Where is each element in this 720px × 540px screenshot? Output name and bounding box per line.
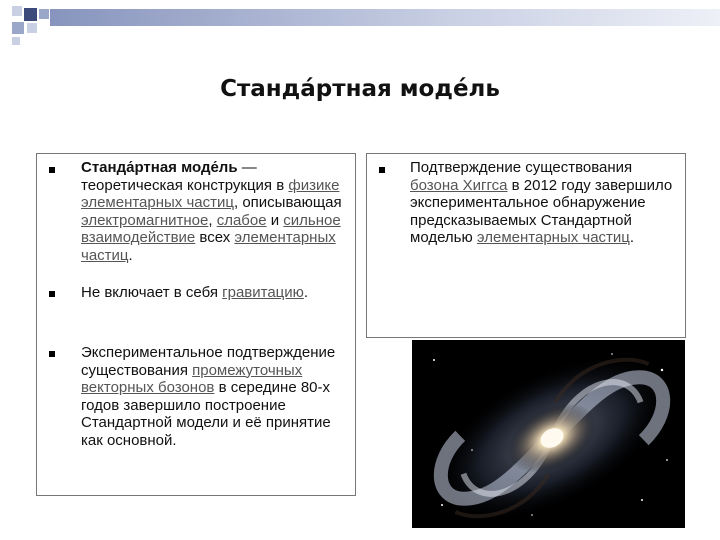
link-higgs-boson[interactable]: бозона Хиггса [410, 176, 508, 194]
left-text-box [36, 153, 356, 496]
decorative-square [24, 8, 37, 21]
decorative-square [12, 22, 24, 34]
link-electromagnetic[interactable]: электромагнитное [81, 211, 209, 229]
left-item-2: Не включает в себя гравитацию. [81, 284, 309, 301]
decorative-header-strip [50, 9, 720, 26]
spiral-galaxy-icon [412, 340, 685, 528]
bullet-icon [49, 291, 55, 297]
decorative-square [27, 23, 37, 33]
term-standard-model: Станда́ртная моде́ль [81, 159, 238, 176]
link-elementary-particles-2[interactable]: элементарных частиц [476, 229, 630, 246]
decorative-square [12, 37, 20, 45]
bullet-icon [379, 167, 385, 173]
link-vector-bosons[interactable]: промежуточных векторных бозонов [81, 361, 303, 396]
left-item-1: Станда́ртная моде́ль — теоретическая конструкция в физике элементарных частиц, описывающая электромагнитное, слабое и сильное взаимодействие всех элементарных частиц. [81, 159, 342, 264]
right-text-box [366, 153, 686, 338]
galaxy-image [412, 340, 685, 528]
right-item-1: Подтверждение существования бозона Хиггса в 2012 году завершило экспериментальное обнаружение предсказываемых Стандартной моделью элементарных частиц. [410, 159, 673, 246]
link-elementary-particles[interactable]: элементарных частиц [81, 229, 336, 264]
link-strong-interaction[interactable]: сильное взаимодействие [81, 211, 341, 246]
link-weak[interactable]: слабое [216, 211, 267, 229]
link-particle-physics[interactable]: физике элементарных частиц [81, 176, 340, 211]
page-title: Станда́ртная моде́ль [220, 76, 500, 102]
bullet-icon [49, 167, 55, 173]
bullet-icon [49, 351, 55, 357]
link-gravity[interactable]: гравитацию [222, 284, 304, 301]
left-item-3: Экспериментальное подтверждение существования промежуточных векторных бозонов в середине 80-х годов завершило построение Стандартной модели и её принятие как основной. [81, 344, 336, 449]
decorative-square [39, 9, 49, 19]
decorative-square [12, 6, 22, 16]
